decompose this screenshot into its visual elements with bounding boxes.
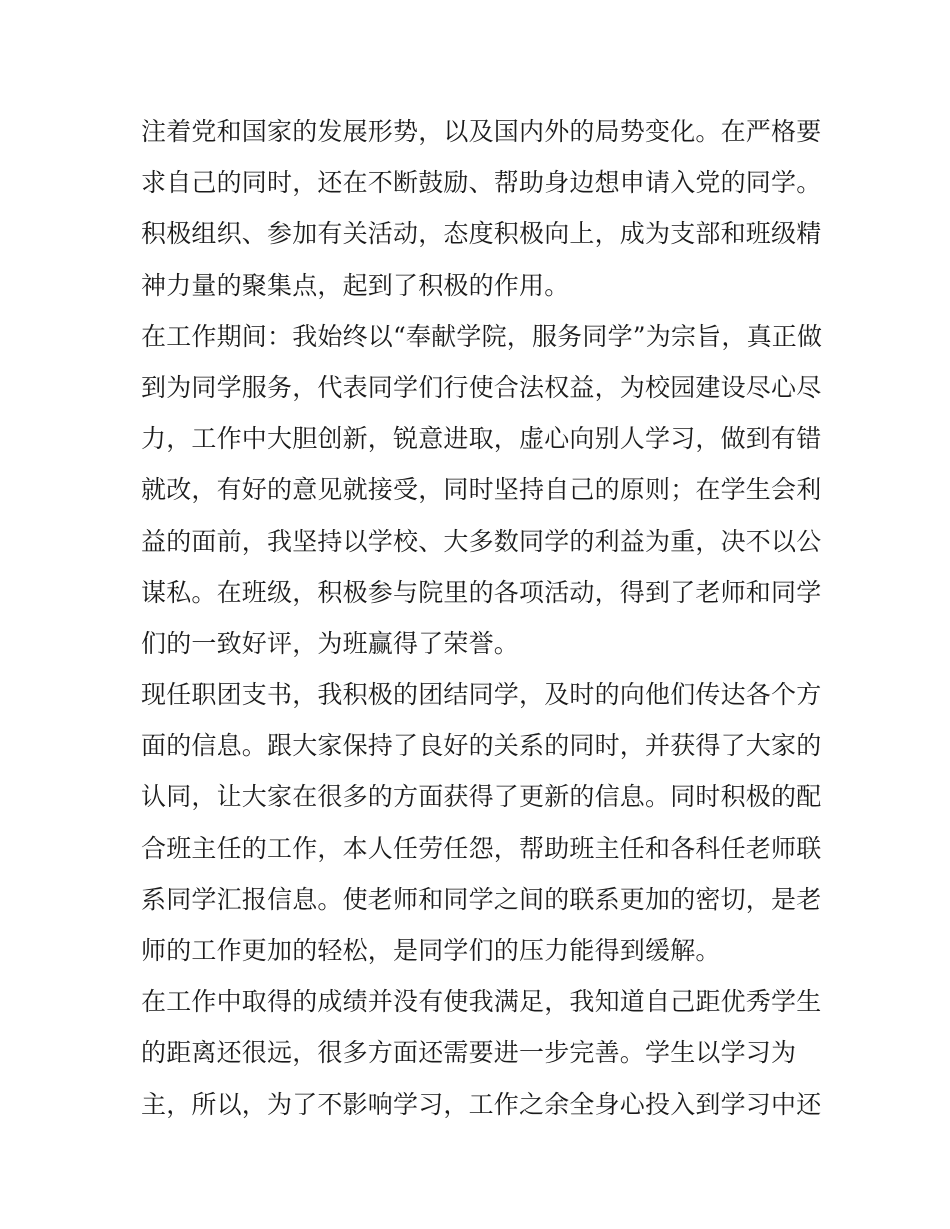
text-line: 积极组织、参加有关活动，态度积极向上，成为支部和班级精 [141, 219, 822, 249]
text-line: 益的面前，我坚持以学校、大多数同学的利益为重，决不以公 [141, 526, 822, 556]
text-line: 注着党和国家的发展形势，以及国内外的局势变化。在严格要 [141, 117, 822, 146]
text-line: 的距离还很远，很多方面还需要进一步完善。学生以学习为 [141, 1038, 797, 1068]
text-line: 主，所以，为了不影响学习，工作之余全身心投入到学习中还 [141, 1089, 822, 1119]
text-line: 就改，有好的意见就接受，同时坚持自己的原则；在学生会利 [141, 475, 822, 505]
text-line: 在工作中取得的成绩并没有使我满足，我知道自己距优秀学生 [141, 987, 822, 1017]
text-line: 们的一致好评，为班赢得了荣誉。 [141, 628, 520, 658]
text-line: 师的工作更加的轻松，是同学们的压力能得到缓解。 [141, 936, 721, 965]
text-line: 到为同学服务，代表同学们行使合法权益，为校园建设尽心尽 [141, 372, 822, 402]
text-line: 合班主任的工作，本人任劳任怨，帮助班主任和各科任老师联 [141, 833, 822, 863]
text-line: 力，工作中大胆创新，锐意进取，虚心向别人学习，做到有错 [141, 424, 822, 454]
text-line: 现任职团支书，我积极的团结同学，及时的向他们传达各个方 [141, 680, 822, 710]
text-line: 在工作期间：我始终以“奉献学院，服务同学”为宗旨，真正做 [141, 321, 823, 351]
text-line: 面的信息。跟大家保持了良好的关系的同时，并获得了大家的 [141, 731, 822, 761]
text-line: 神力量的聚集点，起到了积极的作用。 [141, 270, 570, 300]
text-line: 认同，让大家在很多的方面获得了更新的信息。同时积极的配 [141, 782, 822, 812]
document-body [141, 106, 821, 1130]
text-line: 求自己的同时，还在不断鼓励、帮助身边想申请入党的同学。 [141, 168, 822, 198]
text-line: 谋私。在班级，积极参与院里的各项活动，得到了老师和同学 [141, 577, 822, 607]
text-line: 系同学汇报信息。使老师和同学之间的联系更加的密切，是老 [141, 884, 822, 914]
